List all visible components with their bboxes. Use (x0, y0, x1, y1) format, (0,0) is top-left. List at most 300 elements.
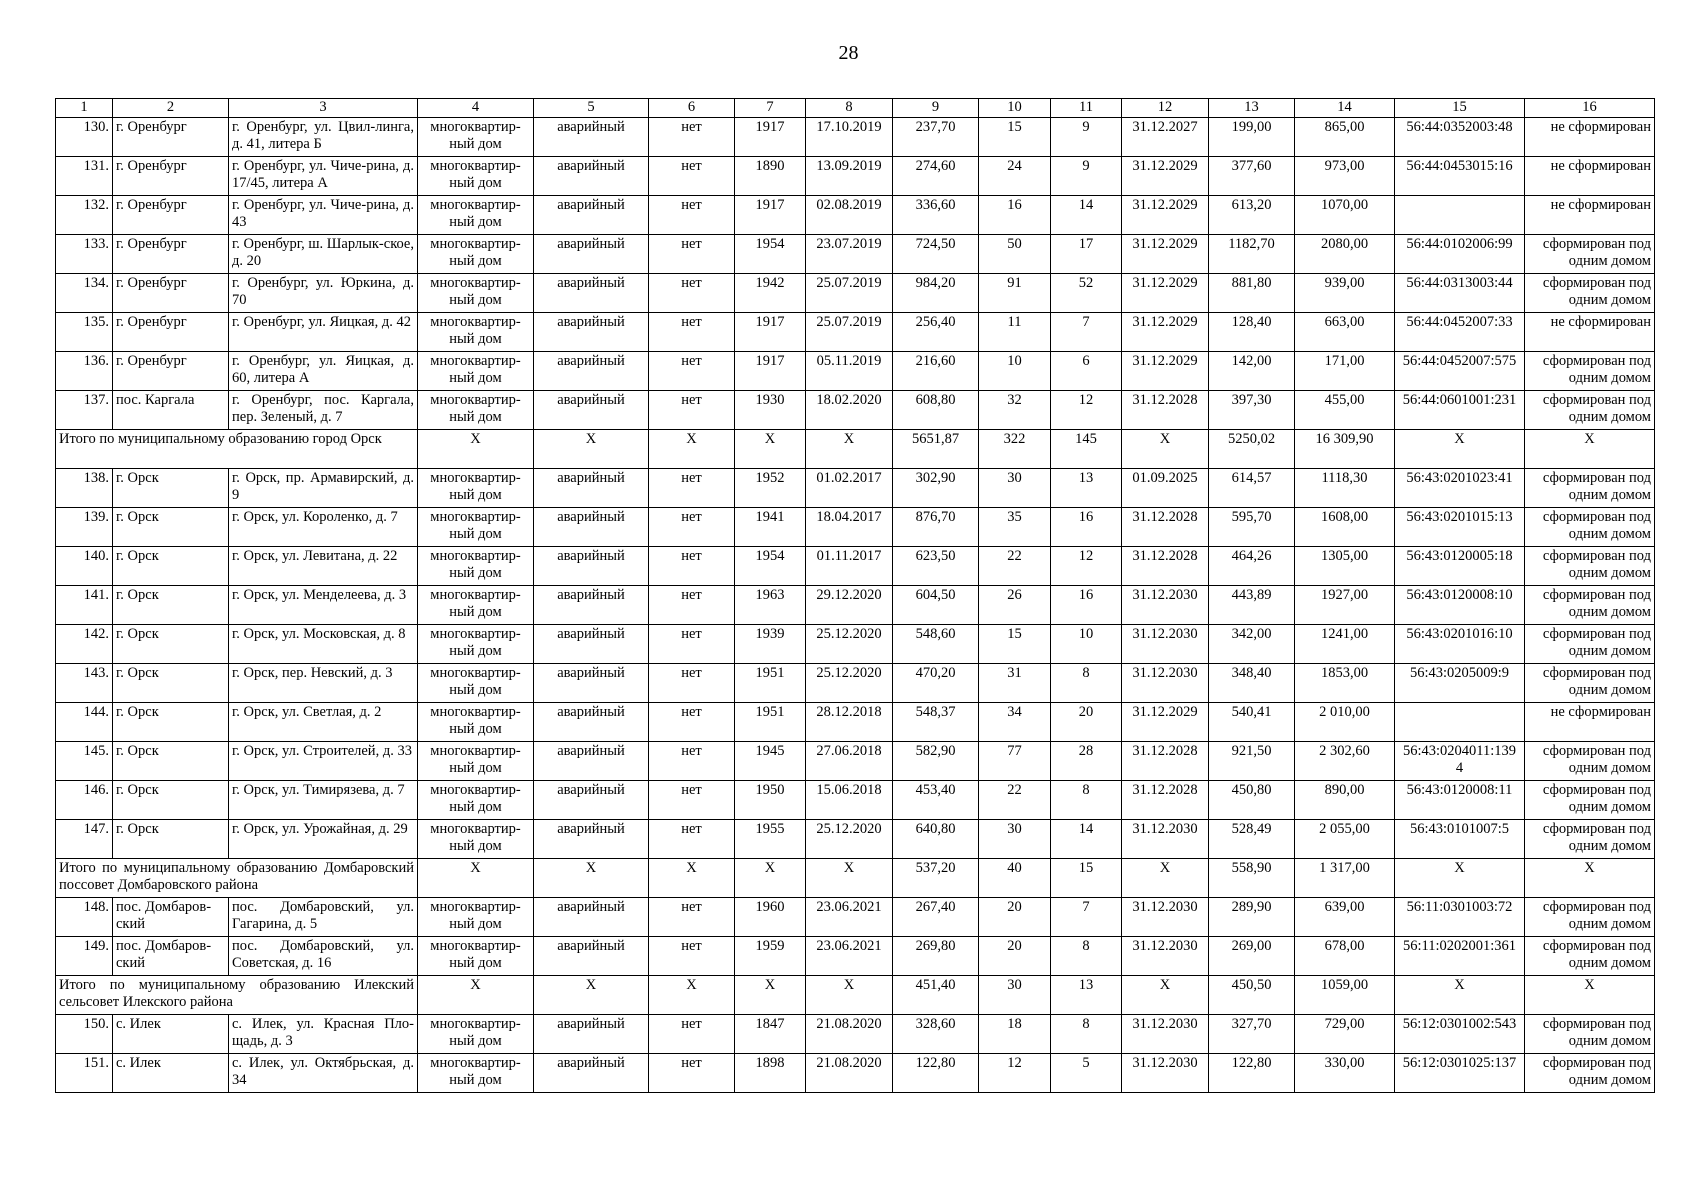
cadastral-number-cell: 56:44:0352003:48 (1395, 118, 1525, 157)
row-number: 143. (56, 664, 113, 703)
date-cell: 25.07.2019 (806, 313, 893, 352)
units-cell: 12 (1051, 547, 1122, 586)
row-number: 150. (56, 1015, 113, 1054)
area-cell: 724,50 (893, 235, 979, 274)
land-status-cell: сформирован под одним домом (1525, 742, 1655, 781)
land-area-cell: 330,00 (1295, 1054, 1395, 1093)
status-cell: аварийный (534, 469, 649, 508)
area2-cell: 199,00 (1209, 118, 1295, 157)
land-area-cell: 16 309,90 (1295, 430, 1395, 469)
date-cell: 13.09.2019 (806, 157, 893, 196)
area2-cell: 464,26 (1209, 547, 1295, 586)
land-status-cell: сформирован под одним домом (1525, 898, 1655, 937)
column-header-5: 5 (534, 99, 649, 118)
year-cell: 1945 (735, 742, 806, 781)
locality-cell: г. Орск (113, 781, 229, 820)
units-cell: 10 (1051, 625, 1122, 664)
year-cell: 1963 (735, 586, 806, 625)
locality-cell: г. Оренбург (113, 274, 229, 313)
flag-cell: нет (649, 703, 735, 742)
locality-cell: г. Орск (113, 664, 229, 703)
row-number: 136. (56, 352, 113, 391)
area2-cell: 348,40 (1209, 664, 1295, 703)
table-row (56, 625, 1655, 664)
area2-cell: 5250,02 (1209, 430, 1295, 469)
land-area-cell: 890,00 (1295, 781, 1395, 820)
building-type-cell: многоквартир-ный дом (418, 781, 534, 820)
column-header-3: 3 (229, 99, 418, 118)
year-cell: 1898 (735, 1054, 806, 1093)
flag-cell: нет (649, 898, 735, 937)
area-cell: 548,37 (893, 703, 979, 742)
date-cell: 23.06.2021 (806, 898, 893, 937)
land-status-cell: сформирован под одним домом (1525, 391, 1655, 430)
area-cell: 876,70 (893, 508, 979, 547)
building-type-cell: многоквартир-ный дом (418, 118, 534, 157)
year-cell: 1930 (735, 391, 806, 430)
area-cell: 453,40 (893, 781, 979, 820)
area-cell: 451,40 (893, 976, 979, 1015)
flag-cell: нет (649, 937, 735, 976)
flag-cell: нет (649, 352, 735, 391)
residents-cell: 91 (979, 274, 1051, 313)
address-cell: г. Оренбург, ул. Яицкая, д. 42 (229, 313, 418, 352)
building-type-cell: X (418, 976, 534, 1015)
deadline-cell: X (1122, 430, 1209, 469)
locality-cell: г. Орск (113, 586, 229, 625)
date-cell: 21.08.2020 (806, 1054, 893, 1093)
area2-cell: 450,50 (1209, 976, 1295, 1015)
building-type-cell: многоквартир-ный дом (418, 313, 534, 352)
land-status-cell: сформирован под одним домом (1525, 586, 1655, 625)
cadastral-number-cell: 56:43:0204011:139 4 (1395, 742, 1525, 781)
cadastral-number-cell (1395, 703, 1525, 742)
address-cell: г. Орск, ул. Левитана, д. 22 (229, 547, 418, 586)
status-cell: X (534, 430, 649, 469)
status-cell: аварийный (534, 664, 649, 703)
land-status-cell: сформирован под одним домом (1525, 820, 1655, 859)
year-cell: 1960 (735, 898, 806, 937)
subtotal-label: Итого по муниципальному образованию Илекский сельсовет Илекского района (56, 976, 418, 1015)
row-number: 140. (56, 547, 113, 586)
locality-cell: г. Орск (113, 625, 229, 664)
residents-cell: 26 (979, 586, 1051, 625)
units-cell: 9 (1051, 157, 1122, 196)
deadline-cell: 31.12.2029 (1122, 703, 1209, 742)
locality-cell: пос. Домбаров-ский (113, 937, 229, 976)
column-header-11: 11 (1051, 99, 1122, 118)
units-cell: 8 (1051, 664, 1122, 703)
locality-cell: г. Оренбург (113, 157, 229, 196)
year-cell: 1939 (735, 625, 806, 664)
land-area-cell: 1853,00 (1295, 664, 1395, 703)
cadastral-number-cell: X (1395, 976, 1525, 1015)
residents-cell: 32 (979, 391, 1051, 430)
land-status-cell: не сформирован (1525, 703, 1655, 742)
area-cell: 548,60 (893, 625, 979, 664)
column-header-8: 8 (806, 99, 893, 118)
locality-cell: г. Орск (113, 742, 229, 781)
table-row (56, 586, 1655, 625)
area2-cell: 613,20 (1209, 196, 1295, 235)
locality-cell: г. Оренбург (113, 352, 229, 391)
building-type-cell: многоквартир-ный дом (418, 703, 534, 742)
flag-cell: нет (649, 274, 735, 313)
deadline-cell: 31.12.2030 (1122, 1054, 1209, 1093)
flag-cell: нет (649, 547, 735, 586)
land-area-cell: 1305,00 (1295, 547, 1395, 586)
locality-cell: г. Орск (113, 820, 229, 859)
row-number: 130. (56, 118, 113, 157)
locality-cell: пос. Домбаров-ский (113, 898, 229, 937)
residents-cell: 22 (979, 547, 1051, 586)
locality-cell: г. Орск (113, 547, 229, 586)
cadastral-number-cell: 56:43:0101007:5 (1395, 820, 1525, 859)
table-row (56, 352, 1655, 391)
area-cell: 608,80 (893, 391, 979, 430)
cadastral-number-cell: 56:44:0452007:575 (1395, 352, 1525, 391)
area2-cell: 540,41 (1209, 703, 1295, 742)
cadastral-number-cell: 56:43:0120008:11 (1395, 781, 1525, 820)
table-row (56, 313, 1655, 352)
flag-cell: нет (649, 664, 735, 703)
land-status-cell: сформирован под одним домом (1525, 469, 1655, 508)
area2-cell: 558,90 (1209, 859, 1295, 898)
status-cell: аварийный (534, 118, 649, 157)
deadline-cell: 31.12.2028 (1122, 547, 1209, 586)
column-header-1: 1 (56, 99, 113, 118)
column-header-7: 7 (735, 99, 806, 118)
table-row (56, 664, 1655, 703)
residents-cell: 11 (979, 313, 1051, 352)
cadastral-number-cell: X (1395, 859, 1525, 898)
table-row (56, 742, 1655, 781)
deadline-cell: 31.12.2029 (1122, 274, 1209, 313)
flag-cell: X (649, 859, 735, 898)
units-cell: 7 (1051, 898, 1122, 937)
flag-cell: нет (649, 157, 735, 196)
subtotal-row (56, 859, 1655, 898)
table-row (56, 274, 1655, 313)
year-cell: 1959 (735, 937, 806, 976)
area-cell: 470,20 (893, 664, 979, 703)
date-cell: 01.02.2017 (806, 469, 893, 508)
residents-cell: 77 (979, 742, 1051, 781)
area2-cell: 269,00 (1209, 937, 1295, 976)
area-cell: 274,60 (893, 157, 979, 196)
status-cell: X (534, 859, 649, 898)
table-row (56, 703, 1655, 742)
land-area-cell: 2 010,00 (1295, 703, 1395, 742)
date-cell: 21.08.2020 (806, 1015, 893, 1054)
status-cell: аварийный (534, 898, 649, 937)
land-area-cell: 939,00 (1295, 274, 1395, 313)
status-cell: аварийный (534, 157, 649, 196)
residents-cell: 18 (979, 1015, 1051, 1054)
column-header-6: 6 (649, 99, 735, 118)
area-cell: 640,80 (893, 820, 979, 859)
area2-cell: 342,00 (1209, 625, 1295, 664)
area2-cell: 377,60 (1209, 157, 1295, 196)
area2-cell: 128,40 (1209, 313, 1295, 352)
residents-cell: 16 (979, 196, 1051, 235)
deadline-cell: 31.12.2030 (1122, 586, 1209, 625)
flag-cell: X (649, 976, 735, 1015)
building-type-cell: многоквартир-ный дом (418, 352, 534, 391)
table-row (56, 547, 1655, 586)
units-cell: 20 (1051, 703, 1122, 742)
cadastral-number-cell: 56:43:0201015:13 (1395, 508, 1525, 547)
status-cell: X (534, 976, 649, 1015)
building-type-cell: многоквартир-ный дом (418, 547, 534, 586)
building-type-cell: многоквартир-ный дом (418, 1015, 534, 1054)
area-cell: 537,20 (893, 859, 979, 898)
land-status-cell: сформирован под одним домом (1525, 1054, 1655, 1093)
flag-cell: нет (649, 1054, 735, 1093)
residents-cell: 15 (979, 118, 1051, 157)
status-cell: аварийный (534, 313, 649, 352)
area2-cell: 450,80 (1209, 781, 1295, 820)
address-cell: с. Илек, ул. Красная Пло-щадь, д. 3 (229, 1015, 418, 1054)
cadastral-number-cell: 56:44:0453015:16 (1395, 157, 1525, 196)
area2-cell: 142,00 (1209, 352, 1295, 391)
deadline-cell: 31.12.2030 (1122, 625, 1209, 664)
year-cell: 1951 (735, 664, 806, 703)
deadline-cell: 31.12.2028 (1122, 508, 1209, 547)
status-cell: аварийный (534, 547, 649, 586)
units-cell: 13 (1051, 469, 1122, 508)
building-type-cell: многоквартир-ный дом (418, 469, 534, 508)
date-cell: 25.12.2020 (806, 664, 893, 703)
column-header-2: 2 (113, 99, 229, 118)
area-cell: 623,50 (893, 547, 979, 586)
date-cell: 18.04.2017 (806, 508, 893, 547)
table-row (56, 157, 1655, 196)
residents-cell: 10 (979, 352, 1051, 391)
building-type-cell: многоквартир-ный дом (418, 625, 534, 664)
locality-cell: г. Оренбург (113, 118, 229, 157)
deadline-cell: 31.12.2029 (1122, 196, 1209, 235)
address-cell: г. Оренбург, ул. Юркина, д. 70 (229, 274, 418, 313)
cadastral-number-cell: 56:12:0301002:543 (1395, 1015, 1525, 1054)
date-cell: 18.02.2020 (806, 391, 893, 430)
building-type-cell: многоквартир-ный дом (418, 196, 534, 235)
housing-table (55, 98, 1655, 1093)
land-status-cell: сформирован под одним домом (1525, 508, 1655, 547)
address-cell: г. Орск, ул. Строителей, д. 33 (229, 742, 418, 781)
cadastral-number-cell: 56:11:0202001:361 (1395, 937, 1525, 976)
date-cell: 23.07.2019 (806, 235, 893, 274)
cadastral-number-cell: 56:44:0102006:99 (1395, 235, 1525, 274)
units-cell: 16 (1051, 508, 1122, 547)
land-area-cell: 455,00 (1295, 391, 1395, 430)
locality-cell: г. Орск (113, 469, 229, 508)
table-row (56, 508, 1655, 547)
land-area-cell: 1070,00 (1295, 196, 1395, 235)
units-cell: 145 (1051, 430, 1122, 469)
table-body (56, 99, 1655, 1093)
deadline-cell: 31.12.2028 (1122, 781, 1209, 820)
residents-cell: 24 (979, 157, 1051, 196)
building-type-cell: многоквартир-ный дом (418, 391, 534, 430)
year-cell: 1941 (735, 508, 806, 547)
address-cell: г. Орск, ул. Московская, д. 8 (229, 625, 418, 664)
year-cell: 1917 (735, 313, 806, 352)
residents-cell: 322 (979, 430, 1051, 469)
land-status-cell: сформирован под одним домом (1525, 664, 1655, 703)
building-type-cell: многоквартир-ный дом (418, 235, 534, 274)
row-number: 145. (56, 742, 113, 781)
address-cell: г. Орск, пр. Армавирский, д. 9 (229, 469, 418, 508)
residents-cell: 35 (979, 508, 1051, 547)
column-header-9: 9 (893, 99, 979, 118)
date-cell: 27.06.2018 (806, 742, 893, 781)
area-cell: 984,20 (893, 274, 979, 313)
table-row (56, 196, 1655, 235)
status-cell: аварийный (534, 742, 649, 781)
column-header-row (56, 99, 1655, 118)
locality-cell: г. Оренбург (113, 196, 229, 235)
land-area-cell: 639,00 (1295, 898, 1395, 937)
building-type-cell: X (418, 859, 534, 898)
table-row (56, 1015, 1655, 1054)
land-area-cell: 1927,00 (1295, 586, 1395, 625)
address-cell: г. Орск, ул. Менделеева, д. 3 (229, 586, 418, 625)
row-number: 134. (56, 274, 113, 313)
flag-cell: нет (649, 469, 735, 508)
year-cell: 1954 (735, 235, 806, 274)
area-cell: 582,90 (893, 742, 979, 781)
land-status-cell: сформирован под одним домом (1525, 781, 1655, 820)
status-cell: аварийный (534, 391, 649, 430)
cadastral-number-cell (1395, 196, 1525, 235)
cadastral-number-cell: 56:43:0120008:10 (1395, 586, 1525, 625)
table-row (56, 391, 1655, 430)
column-header-16: 16 (1525, 99, 1655, 118)
address-cell: пос. Домбаровский, ул. Гагарина, д. 5 (229, 898, 418, 937)
land-status-cell: X (1525, 976, 1655, 1015)
units-cell: 17 (1051, 235, 1122, 274)
subtotal-row (56, 976, 1655, 1015)
row-number: 141. (56, 586, 113, 625)
address-cell: г. Орск, ул. Светлая, д. 2 (229, 703, 418, 742)
land-status-cell: сформирован под одним домом (1525, 352, 1655, 391)
date-cell: X (806, 976, 893, 1015)
area-cell: 5651,87 (893, 430, 979, 469)
land-area-cell: 171,00 (1295, 352, 1395, 391)
deadline-cell: 31.12.2030 (1122, 664, 1209, 703)
residents-cell: 22 (979, 781, 1051, 820)
locality-cell: г. Орск (113, 508, 229, 547)
row-number: 151. (56, 1054, 113, 1093)
column-header-14: 14 (1295, 99, 1395, 118)
page-number: 28 (838, 42, 859, 64)
cadastral-number-cell: X (1395, 430, 1525, 469)
area-cell: 256,40 (893, 313, 979, 352)
deadline-cell: 31.12.2029 (1122, 157, 1209, 196)
status-cell: аварийный (534, 625, 649, 664)
status-cell: аварийный (534, 586, 649, 625)
year-cell: 1955 (735, 820, 806, 859)
status-cell: аварийный (534, 781, 649, 820)
deadline-cell: 31.12.2027 (1122, 118, 1209, 157)
units-cell: 16 (1051, 586, 1122, 625)
address-cell: г. Орск, ул. Тимирязева, д. 7 (229, 781, 418, 820)
address-cell: г. Оренбург, ш. Шарлык-ское, д. 20 (229, 235, 418, 274)
address-cell: г. Орск, ул. Короленко, д. 7 (229, 508, 418, 547)
land-status-cell: сформирован под одним домом (1525, 235, 1655, 274)
row-number: 146. (56, 781, 113, 820)
row-number: 131. (56, 157, 113, 196)
address-cell: г. Оренбург, ул. Цвил-линга, д. 41, литера Б (229, 118, 418, 157)
area-cell: 237,70 (893, 118, 979, 157)
area2-cell: 528,49 (1209, 820, 1295, 859)
date-cell: 15.06.2018 (806, 781, 893, 820)
deadline-cell: 01.09.2025 (1122, 469, 1209, 508)
row-number: 142. (56, 625, 113, 664)
deadline-cell: X (1122, 976, 1209, 1015)
locality-cell: г. Оренбург (113, 235, 229, 274)
year-cell: X (735, 430, 806, 469)
cadastral-number-cell: 56:44:0313003:44 (1395, 274, 1525, 313)
table-row (56, 898, 1655, 937)
units-cell: 7 (1051, 313, 1122, 352)
residents-cell: 20 (979, 937, 1051, 976)
units-cell: 8 (1051, 937, 1122, 976)
land-area-cell: 1059,00 (1295, 976, 1395, 1015)
area2-cell: 595,70 (1209, 508, 1295, 547)
column-header-10: 10 (979, 99, 1051, 118)
column-header-4: 4 (418, 99, 534, 118)
area2-cell: 614,57 (1209, 469, 1295, 508)
residents-cell: 50 (979, 235, 1051, 274)
row-number: 144. (56, 703, 113, 742)
flag-cell: нет (649, 508, 735, 547)
land-area-cell: 663,00 (1295, 313, 1395, 352)
land-status-cell: не сформирован (1525, 313, 1655, 352)
subtotal-label: Итого по муниципальному образованию город Орск (56, 430, 418, 469)
units-cell: 13 (1051, 976, 1122, 1015)
land-area-cell: 1118,30 (1295, 469, 1395, 508)
date-cell: 29.12.2020 (806, 586, 893, 625)
units-cell: 14 (1051, 820, 1122, 859)
residents-cell: 20 (979, 898, 1051, 937)
row-number: 135. (56, 313, 113, 352)
year-cell: 1847 (735, 1015, 806, 1054)
land-area-cell: 973,00 (1295, 157, 1395, 196)
row-number: 138. (56, 469, 113, 508)
units-cell: 6 (1051, 352, 1122, 391)
flag-cell: нет (649, 586, 735, 625)
residents-cell: 40 (979, 859, 1051, 898)
column-header-12: 12 (1122, 99, 1209, 118)
building-type-cell: многоквартир-ный дом (418, 742, 534, 781)
area-cell: 328,60 (893, 1015, 979, 1054)
year-cell: 1890 (735, 157, 806, 196)
area2-cell: 921,50 (1209, 742, 1295, 781)
land-area-cell: 2080,00 (1295, 235, 1395, 274)
area-cell: 267,40 (893, 898, 979, 937)
building-type-cell: многоквартир-ный дом (418, 937, 534, 976)
table-row (56, 118, 1655, 157)
area-cell: 302,90 (893, 469, 979, 508)
status-cell: аварийный (534, 703, 649, 742)
address-cell: г. Оренбург, ул. Чиче-рина, д. 17/45, литера А (229, 157, 418, 196)
units-cell: 28 (1051, 742, 1122, 781)
area2-cell: 122,80 (1209, 1054, 1295, 1093)
status-cell: аварийный (534, 196, 649, 235)
row-number: 133. (56, 235, 113, 274)
